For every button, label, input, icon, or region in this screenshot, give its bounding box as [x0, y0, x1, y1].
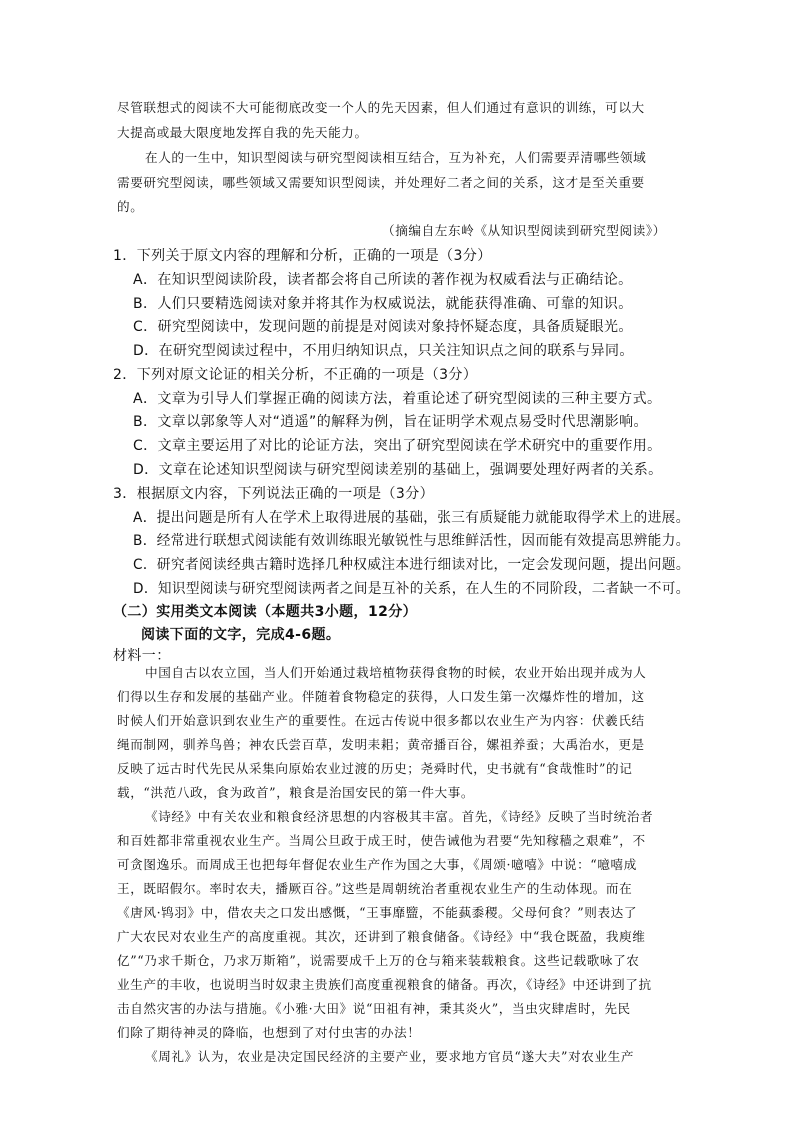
- section-heading: （二）实用类文本阅读（本题共3小题，12分）: [113, 604, 418, 620]
- passage-source: （摘编自左东岭《从知识型阅读到研究型阅读》）: [382, 223, 666, 238]
- section-instruction: 阅读下面的文字，完成4-6题。: [141, 627, 341, 643]
- passage-line-5: 的。: [117, 199, 144, 214]
- material-line-6: 载，“洪范八政，食为政首”，粮食是治国安民的第一件大事。: [117, 785, 475, 800]
- question-2-stem: 2．下列对原文论证的相关分析，不正确的一项是（3分）: [113, 367, 478, 383]
- question-3-option-d: D．知识型阅读与研究型阅读两者之间是互补的关系，在人生的不同阶段，二者缺一不可。: [133, 581, 690, 597]
- material-line-3: 时候人们开始意识到农业生产的重要性。在远古传说中很多都以农业生产为内容：伏羲氏结: [117, 713, 645, 728]
- passage-line-3: 在人的一生中，知识型阅读与研究型阅读相互结合，互为补充，人们需要弄清哪些领域: [145, 150, 647, 165]
- material-label: 材料一：: [113, 648, 171, 664]
- question-1-stem: 1．下列关于原文内容的理解和分析，正确的一项是（3分）: [113, 248, 492, 264]
- material-line-11: 《唐风·鸨羽》中，借农夫之口发出感慨，“王事靡盬，不能蓺黍稷。父母何食？”则表达了: [117, 905, 638, 920]
- question-2-option-d: D．文章在论述知识型阅读与研究型阅读差别的基础上，强调要处理好两者的关系。: [133, 462, 663, 478]
- material-line-10: 王，既昭假尔。率时农夫，播厥百谷。”这些是周朝统治者重视农业生产的生动体现。而在: [117, 881, 633, 896]
- question-3-option-b: B．经常进行联想式阅读能有效训练眼光敏锐性与思维鲜活性，因而能有效提高思辨能力。: [133, 533, 690, 549]
- passage-line-2: 大提高或最大限度地发挥自我的先天能力。: [117, 125, 368, 140]
- material-line-17: 《周礼》认为，农业是决定国民经济的主要产业，要求地方官员“遂大夫”对农业生产: [145, 1049, 635, 1064]
- question-2-option-c: C．文章主要运用了对比的论证方法，突出了研究型阅读在学术研究中的重要作用。: [133, 438, 662, 454]
- question-1-option-c: C．研究型阅读中，发现问题的前提是对阅读对象持怀疑态度，具备质疑眼光。: [133, 319, 633, 335]
- passage-line-1: 尽管联想式的阅读不大可能彻底改变一个人的先天因素，但人们通过有意识的训练，可以大: [117, 100, 645, 115]
- material-line-14: 业生产的丰收，也说明当时奴隶主贵族们高度重视粮食的储备。再次，《诗经》中还讲到了抗: [117, 977, 652, 992]
- material-line-5: 反映了远古时代先民从采集向原始农业过渡的历史；尧舜时代，史书就有“食哉惟时”的记: [117, 761, 633, 776]
- material-line-15: 击自然灾害的办法与措施。《小雅·大田》说“田祖有神，秉其炎火”，当虫灾肆虐时，先民: [117, 1001, 631, 1016]
- question-2-option-b: B．文章以郭象等人对“逍遥”的解释为例，旨在证明学术观点易受时代思潮影响。: [133, 414, 648, 430]
- material-line-4: 绳而制网，驯养鸟兽；神农氏尝百草，发明耒耜；黄帝播百谷，嫘祖养蚕；大禹治水，更是: [117, 737, 645, 752]
- material-line-16: 们除了期待神灵的降临，也想到了对付虫害的办法！: [117, 1025, 421, 1040]
- question-2-option-a: A．文章为引导人们掌握正确的阅读方法，着重论述了研究型阅读的三种主要方式。: [133, 391, 662, 407]
- material-line-9: 可贪图逸乐。而周成王也把每年督促农业生产作为国之大事，《周颂·噫嘻》中说：“噫嘻成: [117, 857, 637, 872]
- question-1-option-b: B．人们只要精选阅读对象并将其作为权威说法，就能获得准确、可靠的知识。: [133, 296, 633, 312]
- question-3-option-a: A．提出问题是所有人在学术上取得进展的基础，张三有质疑能力就能取得学术上的进展。: [133, 510, 690, 526]
- material-line-13: 亿”“乃求千斯仓，乃求万斯箱”，说需要成千上万的仓与箱来装载粮食。这些记载歌咏了农: [117, 953, 640, 968]
- material-line-1: 中国自古以农立国，当人们开始通过栽培植物获得食物的时候，农业开始出现并成为人: [145, 665, 647, 680]
- material-line-12: 广大农民对农业生产的高度重视。其次，还讲到了粮食储备。《诗经》中“我仓既盈，我庾维: [117, 929, 646, 944]
- question-3-stem: 3．根据原文内容，下列说法正确的一项是（3分）: [113, 486, 435, 502]
- question-1-option-a: A．在知识型阅读阶段，读者都会将自己所读的著作视为权威看法与正确结论。: [133, 272, 633, 288]
- passage-line-4: 需要研究型阅读，哪些领域又需要知识型阅读，并处理好二者之间的关系，这才是至关重要: [117, 175, 645, 190]
- question-1-option-d: D．在研究型阅读过程中，不用归纳知识点，只关注知识点之间的联系与异同。: [133, 343, 634, 359]
- material-line-7: 《诗经》中有关农业和粮食经济思想的内容极其丰富。首先，《诗经》反映了当时统治者: [145, 809, 654, 824]
- question-3-option-c: C．研究者阅读经典古籍时选择几种权威注本进行细读对比，一定会发现问题，提出问题。: [133, 557, 690, 573]
- material-line-8: 和百姓都非常重视农业生产。当周公旦政于成王时，使告诫他为君要“先知稼穑之艰难”，不: [117, 833, 646, 848]
- material-line-2: 们得以生存和发展的基础产业。伴随着食物稳定的获得，人口发生第一次爆炸性的增加，这: [117, 689, 645, 704]
